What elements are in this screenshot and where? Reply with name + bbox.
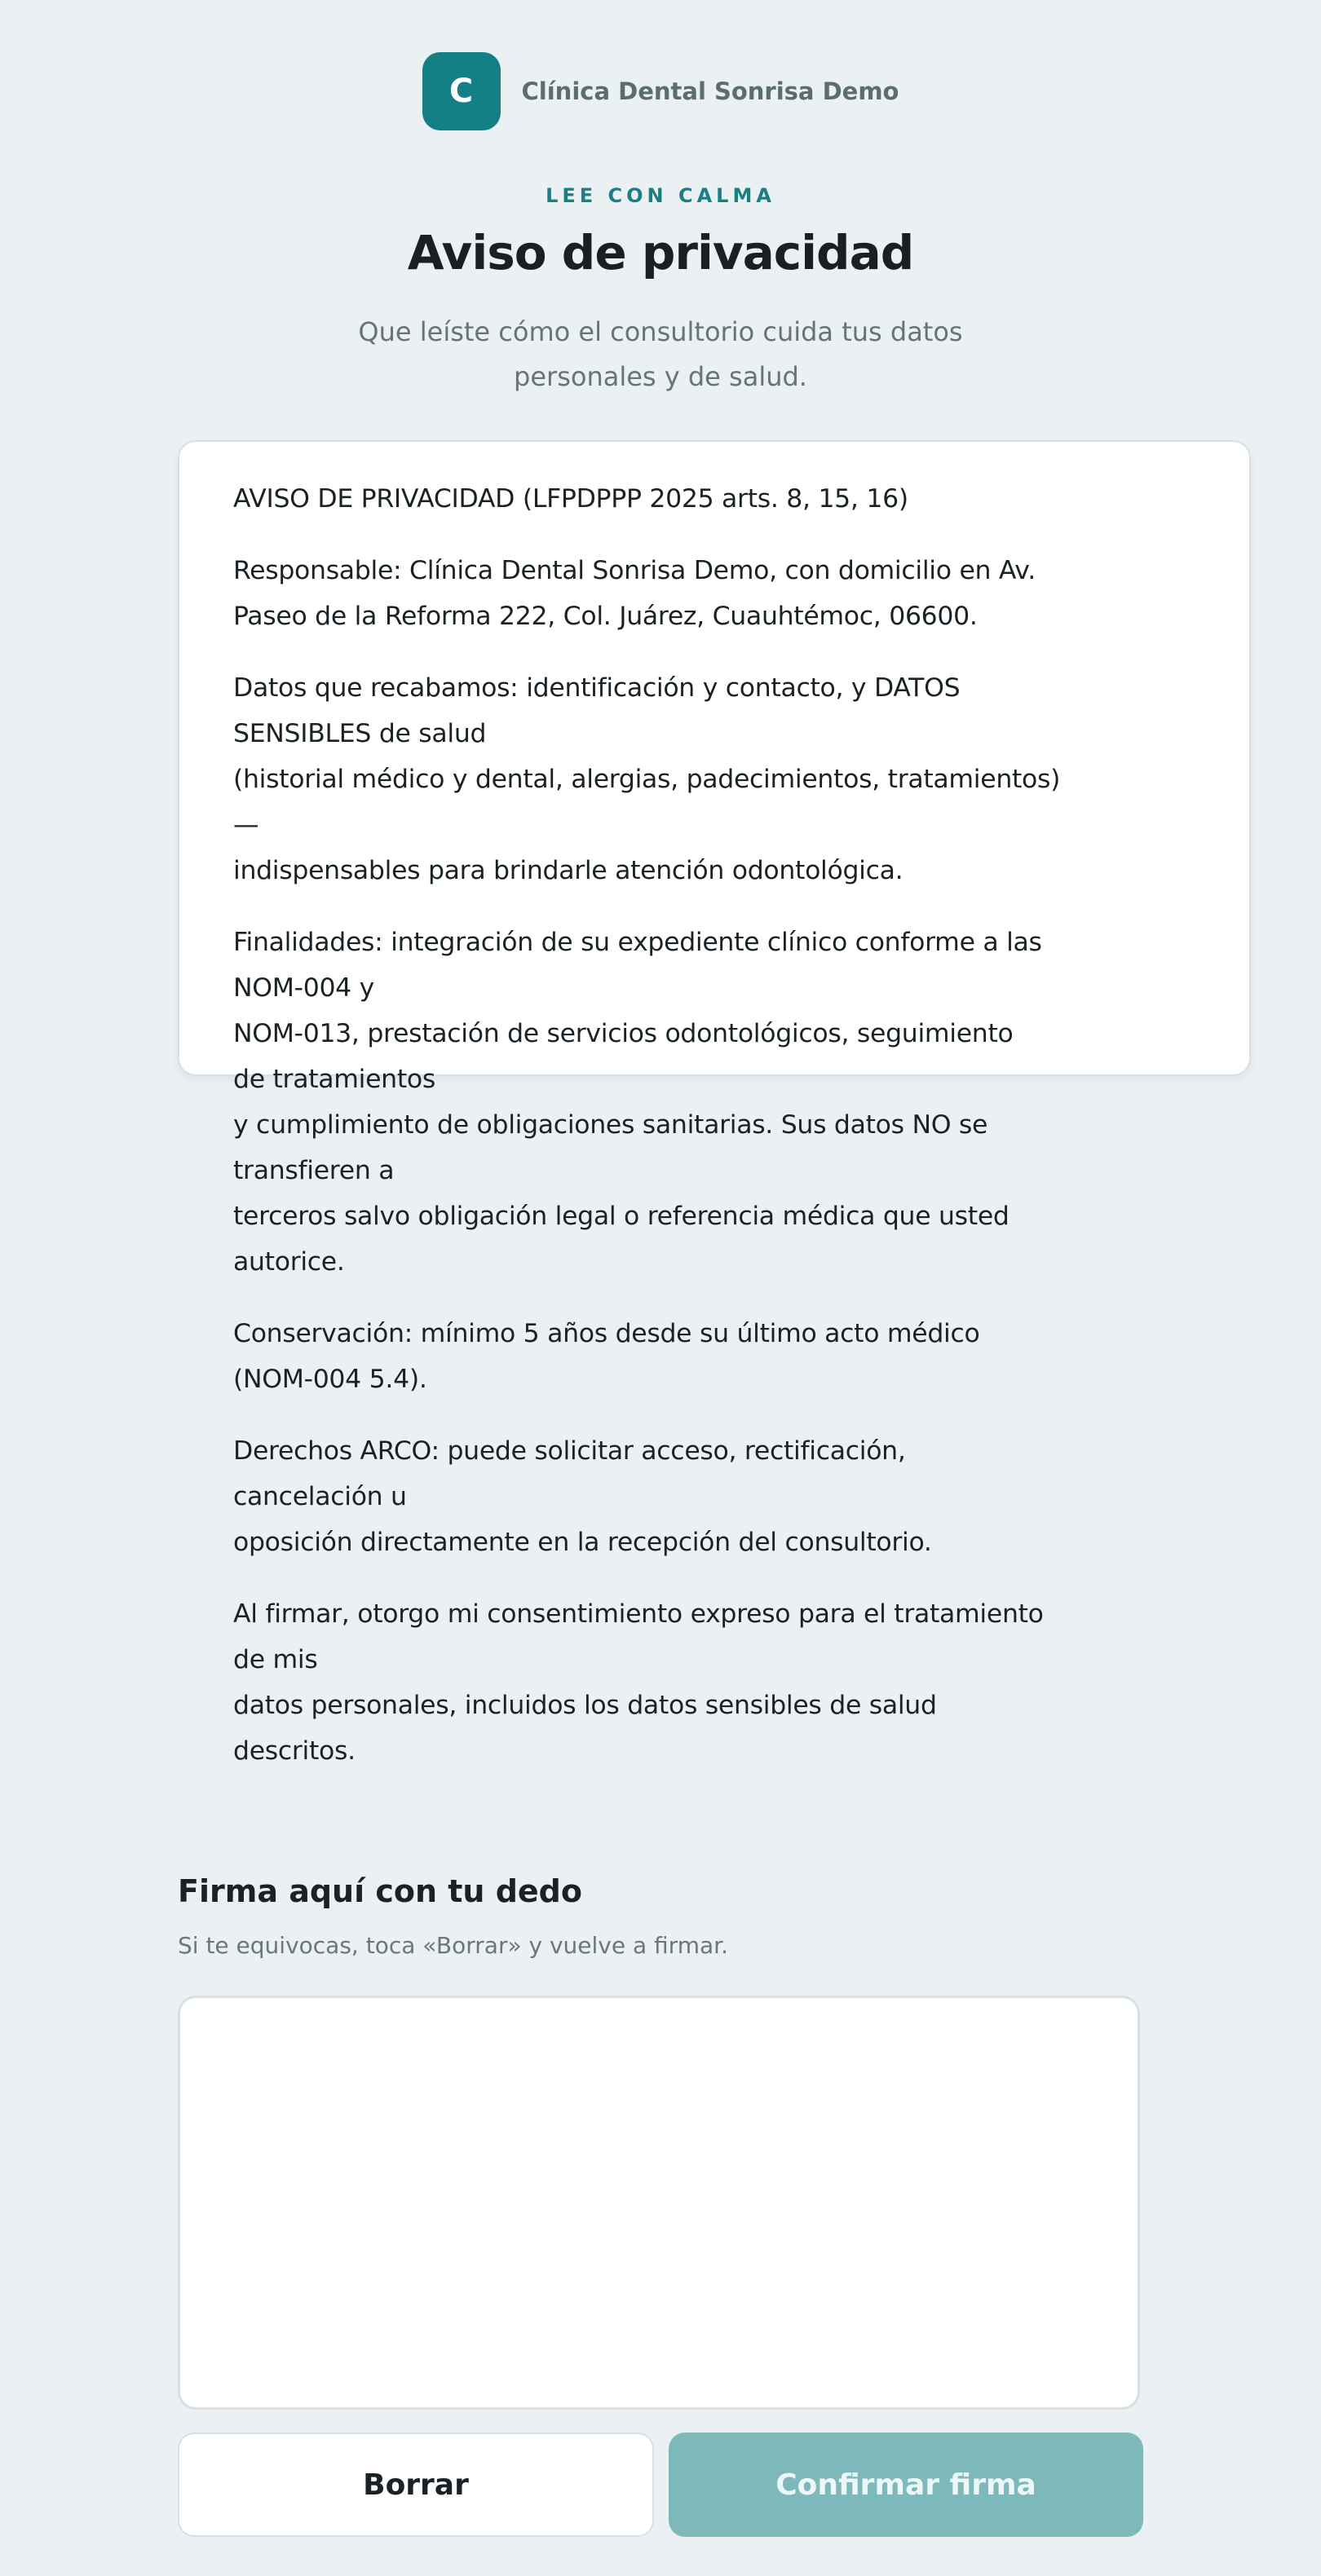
- notice-arco-rights: Derechos ARCO: puede solicitar acceso, rectificación, cancelación u oposición directamente en la recepción del consultorio.: [233, 1436, 932, 1557]
- signature-pad[interactable]: [178, 1996, 1140, 2410]
- confirm-signature-button[interactable]: Confirmar firma: [669, 2433, 1143, 2537]
- privacy-notice-card[interactable]: [178, 440, 1251, 1766]
- signature-hint: Si te equivocas, toca «Borrar» y vuelve a firmar.: [178, 1932, 728, 1959]
- clinic-logo: [422, 52, 501, 130]
- logo-letter: C: [448, 73, 474, 110]
- signature-title: Firma aquí con tu dedo: [178, 1873, 582, 1909]
- eyebrow-label: LEE CON CALMA: [546, 184, 775, 207]
- notice-data-collected: Datos que recabamos: identificación y contacto, y DATOS SENSIBLES de salud (historial médico y dental, alergias, padecimientos, tratamientos) — indispensables para brindarle atención odontológica.: [233, 673, 1061, 885]
- page-subtitle: [0, 310, 1321, 399]
- notice-responsible: Responsable: Clínica Dental Sonrisa Demo, con domicilio en Av. Paseo de la Reforma 222, Col. Juárez, Cuauhtémoc, 06600.: [233, 556, 1036, 631]
- clinic-header: [0, 52, 1321, 130]
- subtitle-line: personales y de salud.: [514, 361, 807, 392]
- page-title: Aviso de privacidad: [407, 225, 914, 280]
- notice-purposes: Finalidades: integración de su expediente clínico conforme a las NOM-004 y NOM-013, prestación de servicios odontológicos, seguimiento de tratamientos y cumplimiento de obligaciones sanitarias. Sus datos NO se transfieren a terceros salvo obligación legal o referencia médica que usted autorice.: [233, 928, 1042, 1277]
- notice-retention: Conservación: mínimo 5 años desde su último acto médico (NOM-004 5.4).: [233, 1319, 980, 1394]
- clear-button[interactable]: Borrar: [178, 2433, 654, 2537]
- clinic-name: Clínica Dental Sonrisa Demo: [521, 77, 899, 105]
- notice-heading: AVISO DE PRIVACIDAD (LFPDPPP 2025 arts. 8, 15, 16): [233, 484, 908, 514]
- subtitle-line: Que leíste cómo el consultorio cuida tus datos: [358, 316, 963, 347]
- notice-consent: Al firmar, otorgo mi consentimiento expreso para el tratamiento de mis datos personales, incluidos los datos sensibles de salud descritos.: [233, 1599, 1044, 1766]
